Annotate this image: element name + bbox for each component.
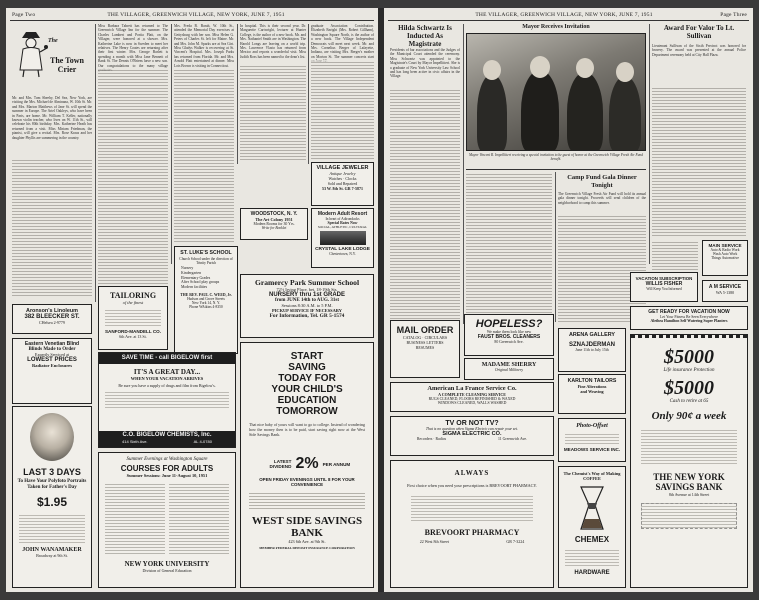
ad-photo-offset: Photo-Offset MEADOWS SERVICE INC.: [558, 418, 626, 462]
headline-award-valor: Award For Valor To Lt. Sullivan: [663, 24, 735, 40]
ad-eastern-venetian-blind: Eastern Venetian Blind Blinds Made to Order Expertly Serviced at LOWEST PRICES Radiator Enclosures: [12, 338, 92, 404]
ad-brevoort-pharmacy: ALWAYS First choice when you need your prescriptions is BREVOORT PHARMACY. BREVOORT PHARMACY 22 West 8th Street GR 7-3224: [390, 460, 554, 588]
page-number: Page Two: [12, 12, 36, 18]
child-portrait: [30, 413, 74, 461]
ad-get-ready-vacation: GET READY FOR VACATION NOW Let Your Fitness Be Seen Everywhere Alethea Hamilton Self Watering Super Planters: [630, 306, 748, 330]
ad-st-lukes-school: ST. LUKE'S SCHOOL Church School under the direction of Trinity Parish Nursery Kindergarten Elementary Grades After School play groups Modern facilities THE REV. PAUL C. WEED, Jr. Hudson and Grove Streets New York 14, N. Y. Phone WAtkins 4-8350: [174, 246, 238, 354]
ad-arena-gallery: ARENA GALLERY SZNAJDERMAN June 11th to July 15th: [558, 328, 626, 372]
ad-tailoring: TAILORING of the finest SANFORD-MANDELL CO. 6th Ave. at 13 St.: [98, 286, 168, 350]
lake-picture: [320, 231, 366, 245]
ad-chemex-hardware: The Chemist's Way of Making COFFEE CHEMEX HARDWARE: [558, 466, 626, 588]
photo-title: Mayor Receives Invitation: [522, 24, 590, 30]
ad-new-york-savings-bank: $5000 Life insurance Protection $5000 Cash to retire at 65 Only 90¢ a week THE NEW YORK SAVINGS BANK 8th Avenue at 14th Street: [630, 334, 748, 588]
ad-faust-bros-cleaners: HOPELESS? We make them look like new FAUST BROS. CLEANERS 80 Greenwich Ave.: [464, 314, 554, 356]
column-title: The Town Crier: [49, 56, 85, 74]
photo-caption: Mayor Vincent R. Impellitteri receiving a special invitation to be guest of honor at the Greenwich Village Fresh Air Fund benefit.: [468, 153, 644, 162]
town-crier-masthead: The The Town Crier: [12, 24, 92, 94]
town-crier-column-2: Miss Barbara Tabrett has returned to The Greenwich Village Inn for the summer. The Charles Lambert and Portia Platt, on the Villager, were honored at a shower. Mrs. Katherine Lake is now in Sweden to meet her relatives. The Henry Coates are returning after their first winter. Mrs. George Barlett is spending a month with Miss Jane Bennett of Bank St. The Dennis O'Briens have a new son. Our congratulations to the many village: [98, 24, 168, 68]
ad-aronsons-linoleum: Aronson's Linoleum 382 BLEECKER ST. CHelsea 2-9779: [12, 304, 92, 334]
ad-woodstock: WOODSTOCK, N. Y. The Art Colony 1951 Modern Rooms for 30 Yrs. Write for Booklet: [240, 208, 308, 240]
mayor-photo: [466, 33, 646, 151]
town-crier-column-1: Mr. and Mrs. Tom Sheehy, Del Sea, New York, are visiting the Mrs. Michael de Alminana, W. 10th St. Mr. and Mrs. Marion Matthews of Jane St. will spend the summer in Europe. The Ariel Oakleys, who have been in Paris, are home. Mr. William T. Keller, nationally known violin teacher, who lives on W. 11th St., will celebrate his 80th birthday. Mrs. Katherine Heath has returned from a visit. Miss Miriam Friedman, the pianist, will give a recital. Mrs. Rose Kraus and her daughter Phyllis are summering in the country.: [12, 96, 92, 140]
ad-village-jeweler: VILLAGE JEWELER Antique Jewelry Watches · Clocks Sold and Repaired 53 W. 8th St. GR 7-5871: [311, 162, 374, 206]
ad-new-york-university: Summer Evenings at Washington Square COURSES FOR ADULTS Summer Sessions: June 11-August 10, 1951 NEW YORK UNIVERSITY Division of General Education: [98, 452, 236, 588]
chemex-icon: [577, 485, 607, 531]
ad-vacation-subscription: VACATION SUBSCRIPTION WILLIS FISHER Will Keep You Informed: [630, 272, 698, 302]
column-5: graduate Association Contribution. Elizabeth Enright (Mrs. Robert Gillham), Washington Square North, is the author of a new book. The Village Independent Democrats will meet next week. Mr. and Mrs. Cornelius Berger of Lafayette, Indiana, are visiting Mrs. Berger's mother on Morton St. The summer concerts start: [311, 24, 374, 59]
ad-gramercy-park-summer-school: Gramercy Park Summer School 72½ Irving Place, bet. 18-19th Sts. NURSERY thru 1st GRADE from JUNE 14th to AUG. 31st Sessions 8:30 A.M. to 5 P.M. PICKUP SERVICE IF NECESSARY For Information, Tel. GR 5-1574: [240, 274, 374, 338]
ad-west-side-savings-bank: START SAVING TODAY FOR YOUR CHILD'S EDUCATION TOMORROW That nice baby of yours will want to go to college. Instead of wondering how the money then is to be paid, start saving right now at the West Side Savings Bank. LATEST DIVIDEND 2% PER ANNUM OPEN FRIDAY EVENINGS UNTIL 8 FOR YOUR CONVENIENCE WEST SIDE SAVINGS BANK 423 6th Ave. at 9th St. MEMBER FEDERAL DEPOSIT INSURANCE CORPORATION: [240, 342, 374, 588]
ad-sigma-electric: TV OR NOT TV? That is no question when Sigma Electric can repair your set. SIGMA ELECTRIC CO. Recorders · Radios 11 Greenwich Ave.: [390, 416, 554, 456]
column-3: Mrs. Freda B. Baruh, W. 10th St., attended the Memorial Day exercises at Gettysburg with her son. Miss Helen G. Peters of Charles St. left for Maine. Mr. and Mrs. John M. Sparks are at Sea Girt. Miss Gladys Walker is recovering at St. Vincent's Hospital. Mrs. Joseph Parks has returned from Florida. Mr. and Mrs. Arnold Platt entertained at dinner. Miss Lois Brown is visiting in Connecticut.: [174, 24, 234, 68]
headline-hilda-schwartz: Hilda Schwartz Is Inducted As Magistrate: [398, 24, 452, 48]
ad-john-wanamaker: LAST 3 DAYS To Have Your Polyfoto Portraits Taken for Father's Day $1.95 JOHN WANAMAKER Broadway at 9th St.: [12, 406, 92, 588]
story-hilda-schwartz: Presidents of bar associations and the Judges of the Municipal Court attended the ceremony. Miss Schwartz was appointed to the Magistrate's Court by Mayor Impellitteri. She is a graduate of New York University Law School and has long been active in civic affairs in the Village.: [390, 48, 460, 79]
ad-madame-sherry: MADAME SHERRY Original Millinery: [464, 358, 554, 380]
story-award-valor: Lieutenant Sullivan of the Sixth Precinct was honored for bravery. The award was presented at the annual Police Department ceremony held at City Hall Plaza.: [652, 44, 746, 57]
ad-american-la-france: American La France Service Co. A COMPLETE CLEANING SERVICE RUGS CLEANED, FLOORS REFINISHED & WAXED WINDOWS CLEANED, WALLS WASHED: [390, 382, 554, 412]
ad-am-service: A M SERVICE WA 5-1380: [702, 280, 748, 302]
ad-bigelow-chemists: SAVE TIME - call BIGELOW first IT'S A GREAT DAY... WHEN YOUR VACATION ARRIVES Be sure you have a supply of drugs and film from Bigelow's. C.O. BIGELOW CHEMISTS, Inc. 414 Sixth Ave. AL 4-0780: [98, 352, 236, 448]
newspaper-spread: [6, 8, 753, 592]
column-4: In hospital. This is their second year. Dr. Marguerite Cartwright, lecturer at Hunter College, is the author of a new book. Mr. and Mrs. Nathaniel Smith are in Washington. The Harold Longs are leaving on a world trip. Mrs. Lawrence Vlasto has returned from Mexico and reports a wonderful visit. Miss Judith Ross has been named to the dean's list.: [240, 24, 306, 59]
headline-camp-fund: Camp Fund Gala Dinner Tonight: [567, 174, 637, 189]
story-camp-fund: The Greenwich Village Fresh Air Fund will hold its annual gala dinner tonight. Proceeds will send children of the neighborhood to camp this summer.: [558, 192, 646, 205]
ad-main-service: MAIN SERVICE Auto & Radio Work Wash Auto Work Things Automotive: [702, 240, 748, 276]
page-header: THE VILLAGER, GREENWICH VILLAGE, NEW YORK, JUNE 7, 1951: [107, 12, 285, 18]
ad-crystal-lake-lodge: Modern Adult Resort In heart of Adirondacks Special Rates Now SOCIAL, ATHLETIC, CULTURAL CRYSTAL LAKE LODGE Chestertown, N.Y.: [311, 208, 374, 268]
ad-mail-order: MAIL ORDER CATALOG · CIRCULARS BUSINESS LETTERS RESUMES: [390, 320, 460, 378]
ad-karlton-tailors: KARLTON TAILORS Fine Alterations and Weaving: [558, 374, 626, 414]
page-two: [6, 8, 378, 592]
page-three: [384, 8, 753, 592]
page-number: Page Three: [720, 12, 747, 18]
page-header: THE VILLAGER, GREENWICH VILLAGE, NEW YORK, JUNE 7, 1951: [475, 12, 653, 18]
